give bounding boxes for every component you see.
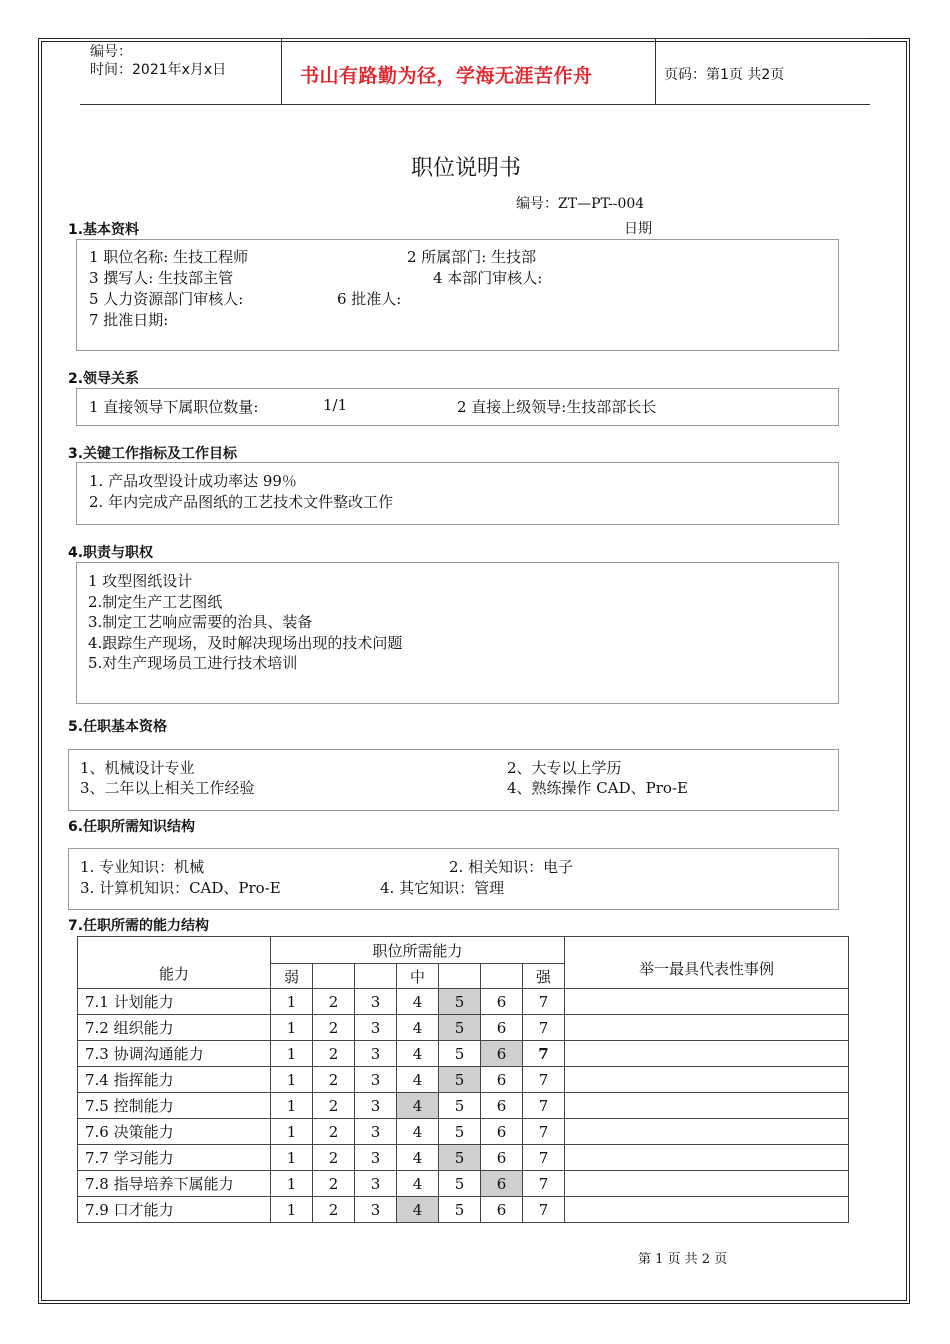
ability-level-cell: 5 (439, 1067, 481, 1093)
scale-strong: 强 (523, 964, 565, 989)
ability-level-cell: 2 (313, 1197, 355, 1223)
ability-level-cell: 7 (523, 1171, 565, 1197)
ability-example (565, 1119, 849, 1145)
scale-mid: 中 (397, 964, 439, 989)
ability-level-cell: 6 (481, 1145, 523, 1171)
ability-level-cell: 2 (313, 1171, 355, 1197)
section-6-title: 6.任职所需知识结构 (68, 819, 196, 835)
ability-name: 7.3 协调沟通能力 (78, 1041, 271, 1067)
ability-level-cell: 7 (523, 1015, 565, 1041)
knowledge-item: 1. 专业知识：机械 (80, 858, 205, 876)
ability-level-cell: 7 (523, 1119, 565, 1145)
ability-example (565, 1015, 849, 1041)
qualification-item: 3、二年以上相关工作经验 (80, 779, 255, 797)
ability-name: 7.5 控制能力 (78, 1093, 271, 1119)
ability-level-cell: 5 (439, 1171, 481, 1197)
page-title: 职位说明书 (411, 156, 522, 181)
ability-level-cell: 7 (523, 989, 565, 1015)
section-4-title: 4.职责与职权 (68, 545, 154, 561)
section-7-title: 7.任职所需的能力结构 (68, 918, 210, 934)
qualification-item: 4、熟练操作 CAD、Pro-E (507, 779, 688, 797)
ability-level-cell: 1 (271, 1119, 313, 1145)
ability-level-cell: 7 (523, 1093, 565, 1119)
ability-level-cell: 5 (439, 989, 481, 1015)
document-code: 编号：ZT—PT--004 (516, 196, 645, 212)
ability-example (565, 1171, 849, 1197)
knowledge-item: 3. 计算机知识：CAD、Pro-E (80, 879, 281, 897)
ability-level-cell: 4 (397, 1041, 439, 1067)
duty-item: 5.对生产现场员工进行技术培训 (88, 654, 298, 672)
required-ability-header: 职位所需能力 (271, 937, 565, 964)
ability-level-cell: 5 (439, 1197, 481, 1223)
ability-level-cell: 6 (481, 1041, 523, 1067)
ability-level-cell: 5 (439, 1015, 481, 1041)
section-1-title: 1.基本资料 (68, 222, 140, 238)
ability-level-cell: 7 (523, 1041, 565, 1067)
ability-row (78, 1145, 849, 1171)
ability-level-cell: 2 (313, 989, 355, 1015)
ability-level-cell: 2 (313, 1041, 355, 1067)
ability-header-row (78, 937, 849, 964)
subordinates-label: 1 直接领导下属职位数量: (89, 398, 259, 416)
ability-level-cell: 3 (355, 989, 397, 1015)
ability-level-cell: 4 (397, 1067, 439, 1093)
ability-level-cell: 1 (271, 1171, 313, 1197)
ability-level-cell: 7 (523, 1067, 565, 1093)
ability-level-cell: 2 (313, 1093, 355, 1119)
ability-name: 7.8 指导培养下属能力 (78, 1171, 271, 1197)
example-column-header: 举一最具代表性事例 (565, 937, 849, 989)
ability-row (78, 1015, 849, 1041)
header-page-info: 页码：第1页 共2页 (664, 67, 785, 83)
kpi-item: 2. 年内完成产品图纸的工艺技术文件整改工作 (89, 493, 394, 511)
ability-row (78, 1067, 849, 1093)
ability-level-cell: 6 (481, 1093, 523, 1119)
section-5-title: 5.任职基本资格 (68, 719, 168, 735)
ability-table (77, 936, 849, 1223)
ability-level-cell: 6 (481, 1119, 523, 1145)
header-divider-right (655, 38, 656, 105)
ability-example (565, 1197, 849, 1223)
ability-level-cell: 6 (481, 1067, 523, 1093)
approve-date: 7 批准日期: (89, 311, 169, 329)
ability-name: 7.1 计划能力 (78, 989, 271, 1015)
header-time: 时间：2021年x月x日 (90, 62, 227, 78)
ability-name: 7.7 学习能力 (78, 1145, 271, 1171)
ability-level-cell: 4 (397, 1015, 439, 1041)
ability-example (565, 1093, 849, 1119)
footer-page-number: 第 1 页 共 2 页 (638, 1252, 728, 1267)
ability-name: 7.4 指挥能力 (78, 1067, 271, 1093)
ability-level-cell: 7 (523, 1145, 565, 1171)
ability-level-cell: 4 (397, 1171, 439, 1197)
ability-level-cell: 6 (481, 989, 523, 1015)
ability-level-cell: 3 (355, 1119, 397, 1145)
duty-item: 3.制定工艺响应需要的治具、装备 (88, 613, 313, 631)
ability-level-cell: 1 (271, 1041, 313, 1067)
knowledge-item: 2. 相关知识：电子 (449, 858, 574, 876)
ability-name: 7.2 组织能力 (78, 1015, 271, 1041)
ability-level-cell: 5 (439, 1145, 481, 1171)
ability-level-cell: 3 (355, 1145, 397, 1171)
ability-level-cell: 4 (397, 1093, 439, 1119)
ability-example (565, 989, 849, 1015)
section-2-title: 2.领导关系 (68, 371, 140, 387)
ability-level-cell: 2 (313, 1015, 355, 1041)
ability-level-cell: 5 (439, 1119, 481, 1145)
header-bottom-rule (80, 104, 870, 105)
dept-reviewer: 4 本部门审核人: (433, 269, 543, 287)
ability-level-cell: 4 (397, 1145, 439, 1171)
knowledge-item: 4. 其它知识：管理 (380, 879, 505, 897)
ability-level-cell: 3 (355, 1093, 397, 1119)
date-label: 日期 (624, 221, 652, 237)
ability-level-cell: 6 (481, 1197, 523, 1223)
ability-example (565, 1041, 849, 1067)
subordinates-value: 1/1 (323, 396, 348, 414)
duty-item: 1 攻型图纸设计 (88, 572, 193, 590)
ability-level-cell: 1 (271, 1015, 313, 1041)
department: 2 所属部门: 生技部 (407, 248, 537, 266)
header-motto: 书山有路勤为径，学海无涯苦作舟 (300, 65, 593, 87)
ability-level-cell: 2 (313, 1119, 355, 1145)
ability-level-cell: 1 (271, 1093, 313, 1119)
ability-level-cell: 4 (397, 1197, 439, 1223)
ability-level-cell: 6 (481, 1015, 523, 1041)
approver: 6 批准人: (337, 290, 402, 308)
kpi-item: 1. 产品攻型设计成功率达 99％ (89, 472, 297, 490)
ability-level-cell: 3 (355, 1041, 397, 1067)
ability-column-header: 能力 (78, 937, 271, 989)
ability-level-cell: 1 (271, 1145, 313, 1171)
ability-example (565, 1067, 849, 1093)
duty-item: 4.跟踪生产现场，及时解决现场出现的技术问题 (88, 634, 403, 652)
ability-name: 7.6 决策能力 (78, 1119, 271, 1145)
superior: 2 直接上级领导:生技部部长长 (457, 398, 657, 416)
scale-weak: 弱 (271, 964, 313, 989)
ability-row (78, 989, 849, 1015)
ability-example (565, 1145, 849, 1171)
ability-row (78, 1093, 849, 1119)
header-divider-left (281, 38, 282, 105)
ability-level-cell: 6 (481, 1171, 523, 1197)
ability-name: 7.9 口才能力 (78, 1197, 271, 1223)
ability-level-cell: 5 (439, 1041, 481, 1067)
duty-item: 2.制定生产工艺图纸 (88, 593, 223, 611)
ability-level-cell: 4 (397, 1119, 439, 1145)
ability-rows (78, 989, 849, 1223)
ability-row (78, 1197, 849, 1223)
ability-row (78, 1171, 849, 1197)
ability-level-cell: 3 (355, 1197, 397, 1223)
header-number-label: 编号： (90, 44, 132, 60)
ability-level-cell: 5 (439, 1093, 481, 1119)
ability-row (78, 1119, 849, 1145)
section-3-title: 3.关键工作指标及工作目标 (68, 446, 238, 462)
ability-level-cell: 3 (355, 1015, 397, 1041)
ability-level-cell: 2 (313, 1145, 355, 1171)
ability-level-cell: 1 (271, 1067, 313, 1093)
qualification-item: 1、机械设计专业 (80, 759, 195, 777)
ability-level-cell: 2 (313, 1067, 355, 1093)
writer: 3 撰写人: 生技部主管 (89, 269, 234, 287)
qualification-item: 2、大专以上学历 (507, 759, 622, 777)
hr-reviewer: 5 人力资源部门审核人: (89, 290, 244, 308)
header-top-rule (80, 38, 870, 39)
ability-level-cell: 7 (523, 1197, 565, 1223)
ability-level-cell: 1 (271, 1197, 313, 1223)
ability-level-cell: 1 (271, 989, 313, 1015)
ability-level-cell: 3 (355, 1171, 397, 1197)
ability-level-cell: 3 (355, 1067, 397, 1093)
job-name: 1 职位名称: 生技工程师 (89, 248, 249, 266)
ability-level-cell: 4 (397, 989, 439, 1015)
ability-row (78, 1041, 849, 1067)
